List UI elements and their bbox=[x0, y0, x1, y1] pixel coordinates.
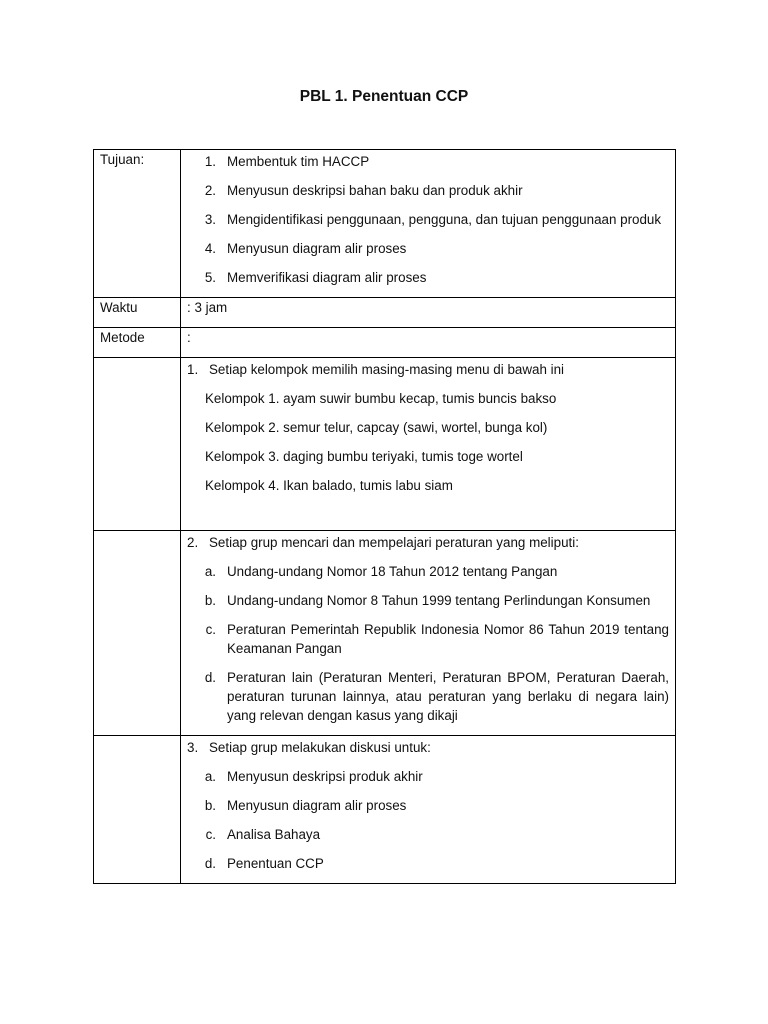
list-item bbox=[187, 825, 669, 844]
item-text: Menyusun diagram alir proses bbox=[227, 798, 407, 813]
row-waktu bbox=[94, 298, 676, 328]
step-text: Setiap grup mencari dan mempelajari peraturan yang meliputi: bbox=[209, 535, 579, 550]
list-item bbox=[187, 620, 669, 658]
group-item: Kelompok 3. daging bumbu teriyaki, tumis toge wortel bbox=[205, 449, 523, 464]
step2-cell bbox=[181, 531, 676, 736]
label-metode: Metode bbox=[94, 328, 181, 358]
step1-cell bbox=[181, 358, 676, 531]
item-number: 1. bbox=[204, 154, 216, 169]
item-letter: b. bbox=[204, 593, 216, 608]
item-text: Undang-undang Nomor 8 Tahun 1999 tentang Perlindungan Konsumen bbox=[227, 593, 651, 608]
item-number: 3. bbox=[204, 212, 216, 227]
row-tujuan bbox=[94, 150, 676, 298]
row-step2 bbox=[94, 531, 676, 736]
empty-cell bbox=[94, 736, 181, 884]
item-letter: c. bbox=[205, 827, 216, 842]
item-text: Undang-undang Nomor 18 Tahun 2012 tentang Pangan bbox=[227, 564, 558, 579]
list-item bbox=[187, 591, 669, 610]
empty-cell bbox=[94, 358, 181, 531]
list-item bbox=[187, 562, 669, 581]
list-item bbox=[187, 210, 669, 229]
item-text: Menyusun deskripsi produk akhir bbox=[227, 769, 423, 784]
tujuan-list bbox=[181, 150, 676, 298]
row-step1 bbox=[94, 358, 676, 531]
step2-heading bbox=[187, 533, 669, 552]
step-number: 2. bbox=[187, 535, 199, 550]
item-text: Analisa Bahaya bbox=[227, 827, 321, 842]
step-number: 3. bbox=[187, 740, 199, 755]
step-text: Setiap kelompok memilih masing-masing menu di bawah ini bbox=[209, 362, 565, 377]
step1-heading bbox=[187, 360, 669, 379]
pbl-table bbox=[93, 149, 676, 884]
row-metode bbox=[94, 328, 676, 358]
label-waktu: Waktu bbox=[94, 298, 181, 328]
item-number: 5. bbox=[204, 270, 216, 285]
item-letter: b. bbox=[204, 798, 216, 813]
item-text: Memverifikasi diagram alir proses bbox=[227, 270, 427, 285]
group-item: Kelompok 1. ayam suwir bumbu kecap, tumis buncis bakso bbox=[205, 391, 557, 406]
step3-heading bbox=[187, 738, 669, 757]
group-item: Kelompok 2. semur telur, capcay (sawi, wortel, bunga kol) bbox=[205, 420, 548, 435]
list-item bbox=[187, 796, 669, 815]
step3-cell bbox=[181, 736, 676, 884]
item-text: Mengidentifikasi penggunaan, pengguna, dan tujuan penggunaan produk bbox=[227, 212, 662, 227]
item-text: Peraturan lain (Peraturan Menteri, Peraturan BPOM, Peraturan Daerah, peraturan turunan lainnya, atau peraturan yang berlaku di negara lain) yang relevan dengan kasus yang dikaji bbox=[227, 670, 669, 723]
list-item bbox=[187, 181, 669, 200]
label-tujuan: Tujuan: bbox=[94, 150, 181, 298]
group-item: Kelompok 4. Ikan balado, tumis labu siam bbox=[205, 478, 453, 493]
item-number: 2. bbox=[204, 183, 216, 198]
item-text: Menyusun deskripsi bahan baku dan produk akhir bbox=[227, 183, 523, 198]
item-letter: d. bbox=[204, 856, 216, 871]
list-item bbox=[187, 268, 669, 287]
page-title: PBL 1. Penentuan CCP bbox=[299, 88, 469, 105]
list-item bbox=[187, 668, 669, 725]
item-text: Penentuan CCP bbox=[227, 856, 324, 871]
list-item bbox=[187, 239, 669, 258]
item-text: Peraturan Pemerintah Republik Indonesia Nomor 86 Tahun 2019 tentang Keamanan Pangan bbox=[227, 622, 669, 656]
list-item bbox=[187, 854, 669, 873]
value-waktu: : 3 jam bbox=[181, 298, 676, 328]
value-metode: : bbox=[181, 328, 676, 358]
item-letter: c. bbox=[205, 622, 216, 637]
item-number: 4. bbox=[204, 241, 216, 256]
list-item bbox=[187, 152, 669, 171]
item-text: Membentuk tim HACCP bbox=[227, 154, 370, 169]
list-item bbox=[187, 767, 669, 786]
item-letter: a. bbox=[204, 564, 216, 579]
step-number: 1. bbox=[187, 362, 199, 377]
item-text: Menyusun diagram alir proses bbox=[227, 241, 407, 256]
step-text: Setiap grup melakukan diskusi untuk: bbox=[209, 740, 431, 755]
item-letter: a. bbox=[204, 769, 216, 784]
row-step3 bbox=[94, 736, 676, 884]
item-letter: d. bbox=[204, 670, 216, 685]
empty-cell bbox=[94, 531, 181, 736]
